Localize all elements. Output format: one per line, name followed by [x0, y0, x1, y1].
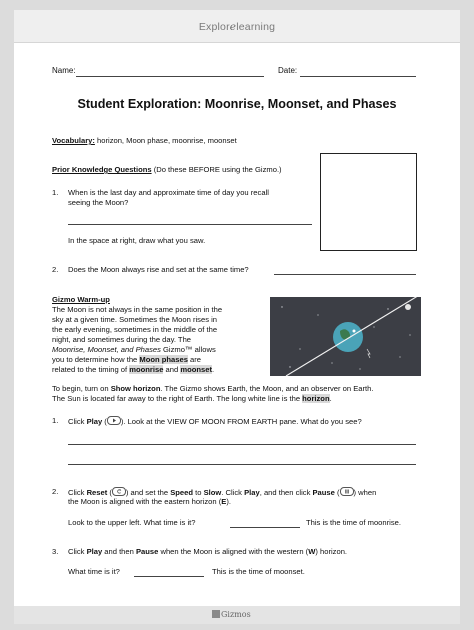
question-text: What time is it?	[68, 567, 120, 576]
question-text: seeing the Moon?	[68, 198, 129, 207]
answer-line[interactable]	[68, 444, 416, 445]
warmup-text: night, and sometimes during the day. The	[52, 335, 192, 344]
warmup-heading: Gizmo Warm-up	[52, 295, 110, 304]
name-label: Name:	[52, 66, 76, 75]
play-icon[interactable]	[107, 416, 121, 425]
prior-knowledge-heading: Prior Knowledge Questions (Do these BEFORE using the Gizmo.)	[52, 165, 282, 174]
warmup-text: you to determine how the Moon phases are	[52, 355, 202, 364]
worksheet-page	[14, 10, 460, 624]
page-header	[14, 10, 460, 43]
answer-line[interactable]	[68, 464, 416, 465]
drawing-box[interactable]	[320, 153, 417, 251]
space-scene	[270, 297, 421, 376]
question-text: Look to the upper left. What time is it?	[68, 518, 196, 527]
page-title: Student Exploration: Moonrise, Moonset, and Phases	[77, 97, 397, 111]
warmup-text: the early evening, sometimes in the middle of the	[52, 325, 218, 334]
question-text: This is the time of moonrise.	[306, 518, 401, 527]
question-number: 1.	[52, 188, 59, 197]
name-field[interactable]	[76, 76, 264, 77]
pause-icon[interactable]	[340, 487, 354, 496]
answer-line[interactable]	[274, 274, 416, 275]
vocabulary-line: Vocabulary: horizon, Moon phase, moonrise, moonset	[52, 136, 237, 145]
warmup-text: sky at a given time. Sometimes the Moon rises in	[52, 315, 218, 324]
question-text: Click Reset ( ) and set the Speed to Slow. Click Play, and then click Pause ( ) when	[68, 488, 377, 497]
question-number: 3.	[52, 547, 59, 556]
question-text: Click Play ( ). Look at the VIEW OF MOON FROM EARTH pane. What do you see?	[68, 417, 362, 426]
page-footer	[14, 606, 460, 624]
question-text: Click Play and then Pause when the Moon is aligned with the western (W) horizon.	[68, 547, 348, 556]
observer-icon	[353, 330, 356, 333]
gizmos-logo: Gizmos	[212, 610, 251, 619]
intro-text: The Sun is located far away to the right of Earth. The long white line is the horizon.	[52, 394, 332, 403]
intro-text: To begin, turn on Show horizon. The Gizmo shows Earth, the Moon, and an observer on Earth.	[52, 384, 374, 393]
gizmos-logo-icon	[212, 610, 220, 618]
moon-icon	[405, 304, 411, 310]
question-text: Does the Moon always rise and set at the same time?	[68, 265, 249, 274]
question-text: This is the time of moonset.	[212, 567, 305, 576]
question-text: the Moon is aligned with the eastern horizon (E).	[68, 497, 231, 506]
question-number: 1.	[52, 416, 59, 425]
warmup-text: Moonrise, Moonset, and Phases Gizmo™ allows	[52, 345, 216, 354]
moonrise-time-field[interactable]	[230, 527, 300, 528]
question-text: When is the last day and approximate time of day you recall	[68, 188, 269, 197]
moonset-time-field[interactable]	[134, 576, 204, 577]
question-number: 2.	[52, 265, 59, 274]
question-number: 2.	[52, 487, 59, 496]
warmup-text: related to the timing of moonrise and moonset.	[52, 365, 215, 374]
warmup-text: The Moon is not always in the same position in the	[52, 305, 223, 314]
date-label: Date:	[278, 66, 298, 75]
date-field[interactable]	[300, 76, 416, 77]
question-text: In the space at right, draw what you saw.	[68, 236, 206, 245]
brand-logo: Explorelearning	[198, 21, 276, 33]
gizmo-screenshot	[270, 297, 421, 376]
answer-line[interactable]	[68, 224, 312, 225]
reset-icon[interactable]	[112, 487, 126, 496]
